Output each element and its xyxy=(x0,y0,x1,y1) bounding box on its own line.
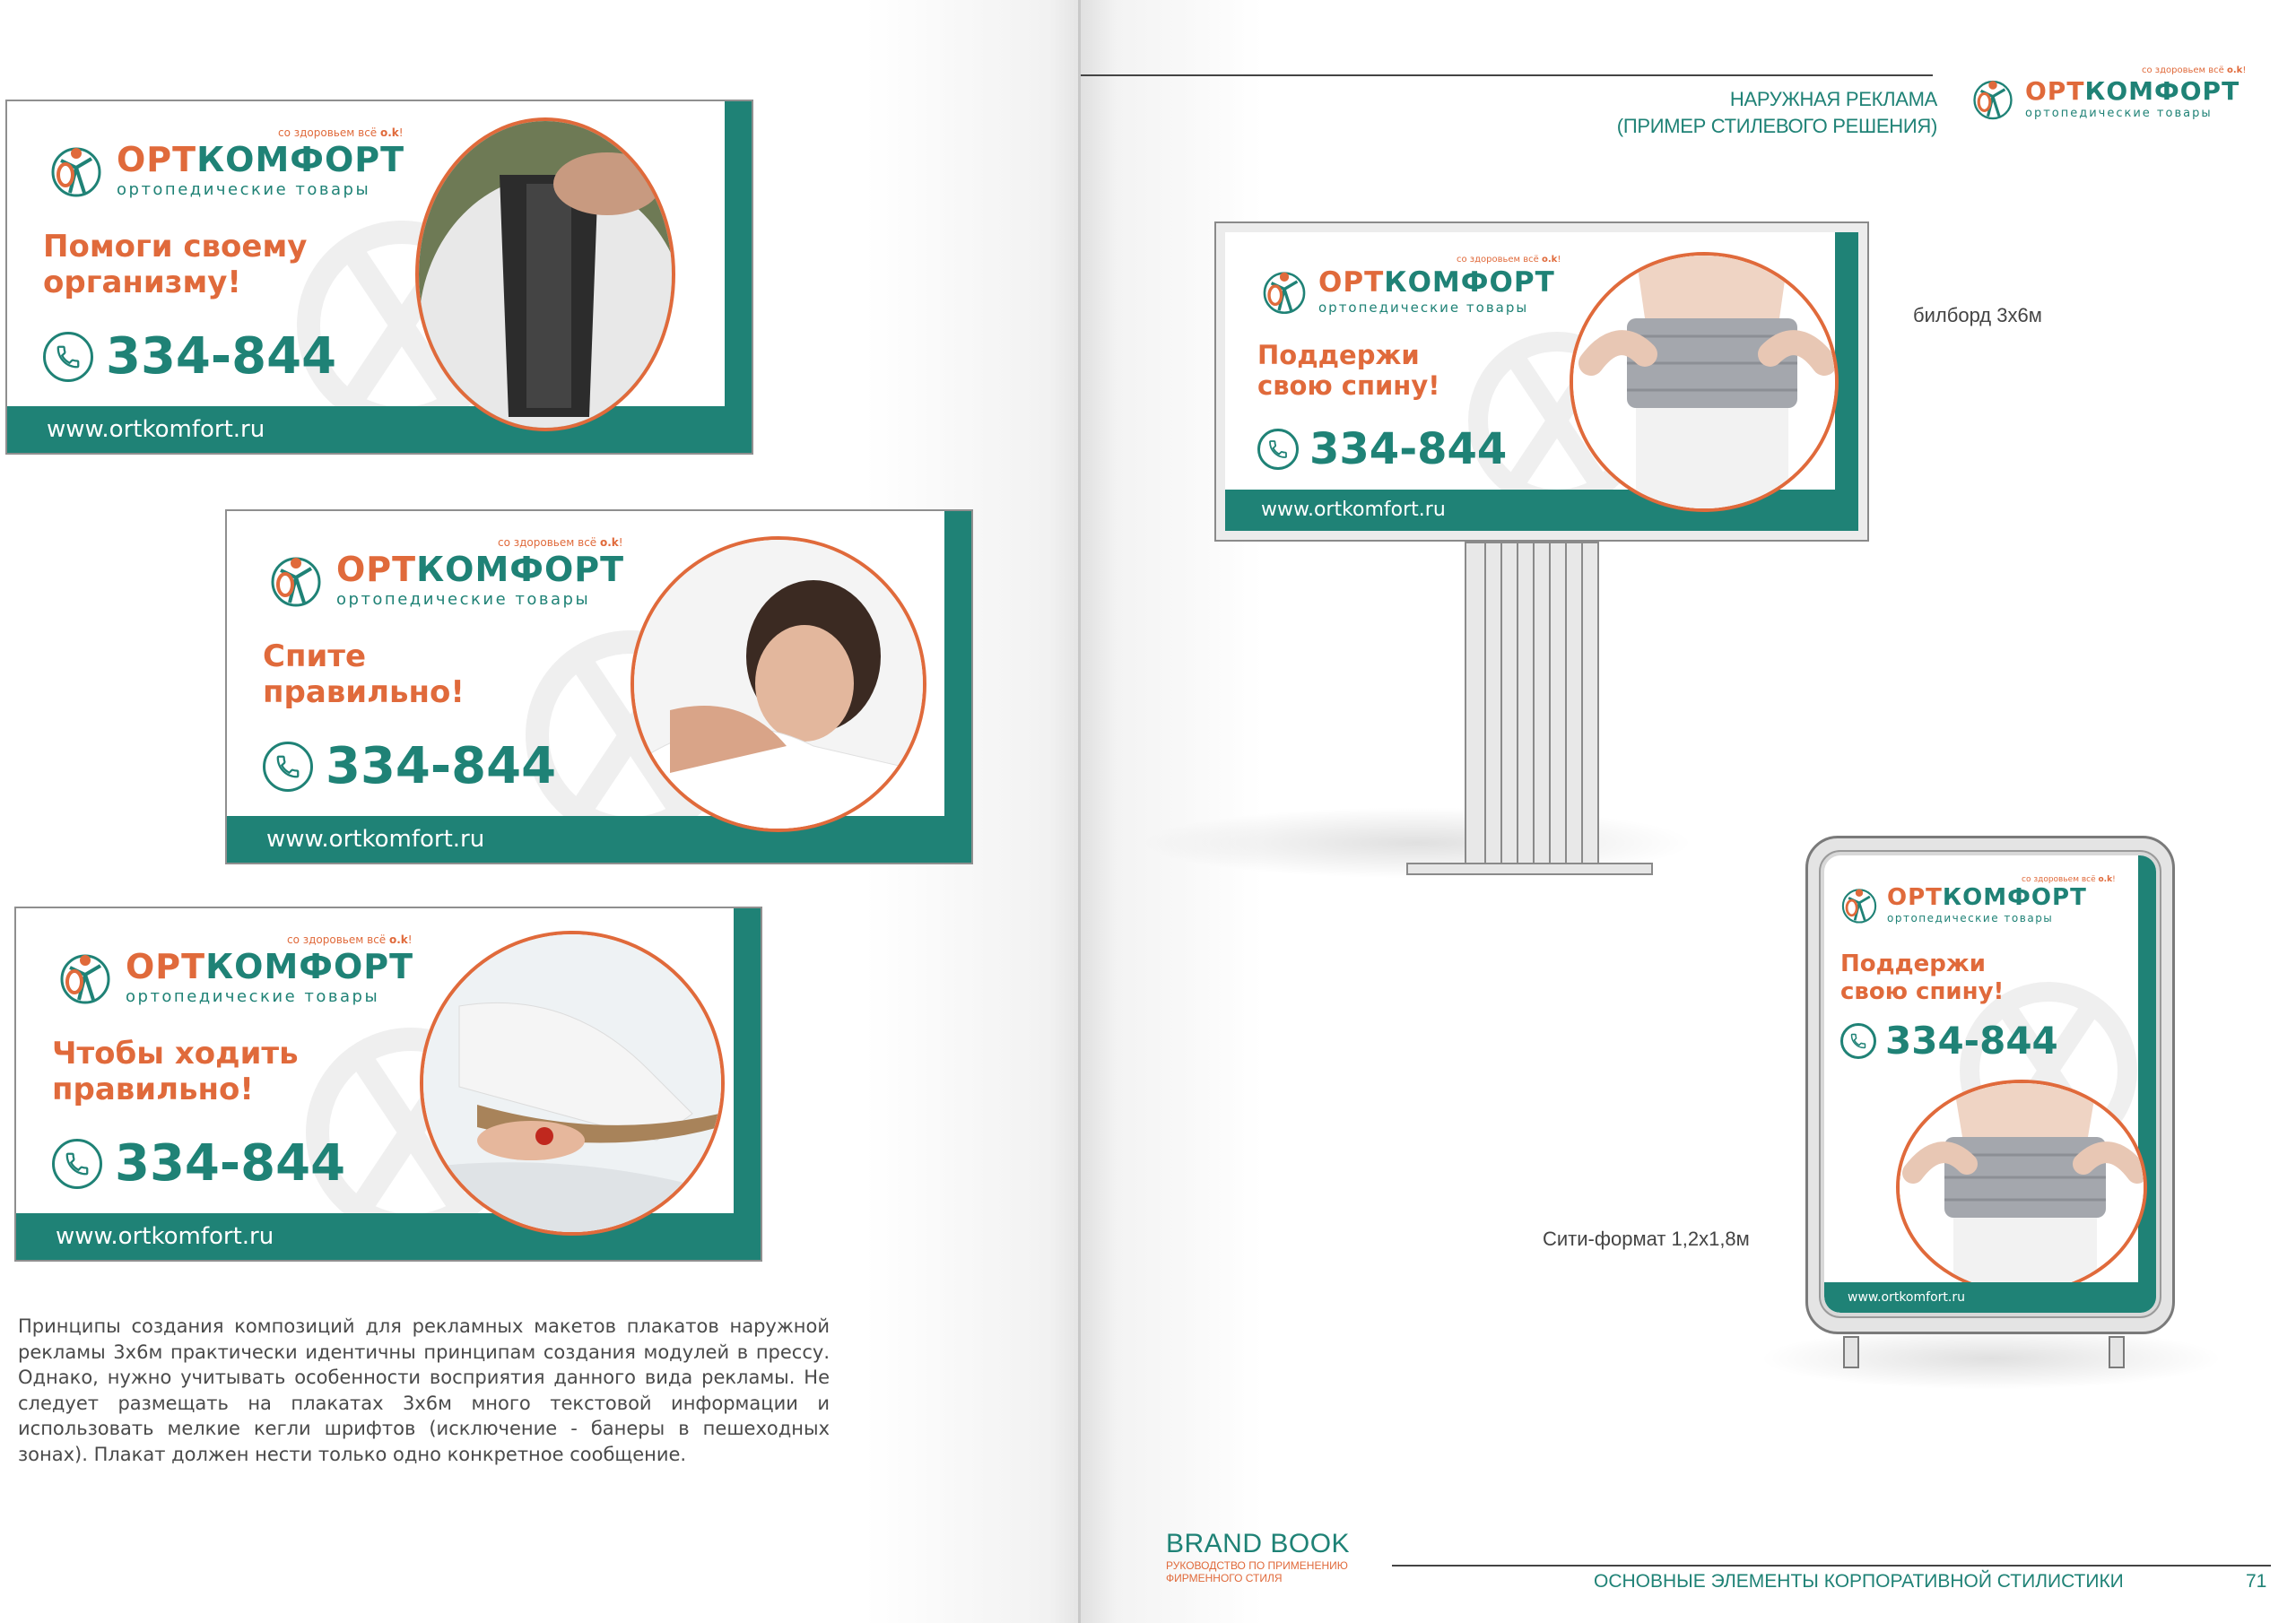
banner-phone xyxy=(52,1134,345,1193)
slogan-line: Помоги своему xyxy=(43,229,308,265)
banner-photo-back-brace xyxy=(1896,1080,2147,1295)
tagline-text: со здоровьем всё xyxy=(278,126,380,139)
billboard-pole xyxy=(1465,542,1599,864)
brand-name-orange: ОРТ xyxy=(126,947,206,986)
logo-mark-icon xyxy=(56,948,115,1007)
section-header xyxy=(1617,86,1937,140)
phone-number: 334-844 xyxy=(1309,424,1508,474)
brand-subtitle: ортопедические товары xyxy=(1887,912,2054,924)
page-fold xyxy=(1078,0,1081,1623)
logo-mark-icon xyxy=(1259,266,1309,317)
phone-number: 334-844 xyxy=(326,737,557,795)
banner-photo-insole xyxy=(420,931,725,1236)
brand-logo xyxy=(56,948,413,1007)
banner-bottom-bar xyxy=(1824,1282,2156,1313)
brand-name-orange: ОРТ xyxy=(2025,75,2085,106)
slogan-line: Поддержи xyxy=(1257,340,1420,370)
slogan-line: правильно! xyxy=(263,674,465,711)
tagline-end: ! xyxy=(407,933,413,946)
logo-mark-icon xyxy=(1839,884,1880,925)
slogan-line: правильно! xyxy=(52,1072,254,1108)
website-url: www.ortkomfort.ru xyxy=(1261,499,1446,521)
brand-tagline xyxy=(2142,65,2246,75)
website-url: www.ortkomfort.ru xyxy=(1848,1290,1965,1305)
banner-bottom-bar xyxy=(227,816,971,863)
phone-number: 334-844 xyxy=(106,327,337,386)
city-caption: Сити-формат 1,2х1,8м xyxy=(1543,1228,1750,1250)
banner-bottom-bar xyxy=(16,1213,761,1260)
slogan-line: Чтобы ходить xyxy=(52,1036,299,1072)
posture-photo-icon xyxy=(419,121,675,431)
billboard-caption: билборд 3х6м xyxy=(1913,304,2042,326)
brand-name-orange: ОРТ xyxy=(1887,884,1943,911)
header-line-2: (ПРИМЕР СТИЛЕВОГО РЕШЕНИЯ) xyxy=(1616,115,1937,137)
back-brace-photo-icon xyxy=(1573,256,1839,512)
brand-name-teal: КОМФОРТ xyxy=(205,947,414,986)
phone-icon xyxy=(1840,1023,1876,1059)
city-leg-left xyxy=(1843,1336,1859,1368)
website-url: www.ortkomfort.ru xyxy=(56,1223,274,1250)
banner-stripe xyxy=(734,908,761,1260)
tagline-end: ! xyxy=(1557,255,1561,265)
tagline-end: ! xyxy=(618,536,623,549)
banner-slogan xyxy=(1257,340,1439,401)
banner-3 xyxy=(16,908,761,1260)
brand-subtitle: ортопедические товары xyxy=(126,987,380,1006)
brand-book-mark xyxy=(1166,1529,1350,1584)
banner-2 xyxy=(227,511,971,863)
city-shadow xyxy=(1758,1327,2224,1390)
tagline-end: ! xyxy=(2112,875,2116,884)
brand-name-teal: КОМФОРТ xyxy=(2084,75,2240,106)
banner-phone xyxy=(263,737,556,795)
banner-stripe xyxy=(725,101,752,453)
brand-name-orange: ОРТ xyxy=(1318,265,1385,299)
brand-logo xyxy=(47,141,404,200)
phone-number: 334-844 xyxy=(1885,1019,2058,1063)
brand-book-title: BRAND BOOK xyxy=(1166,1529,1351,1558)
logo-mark-icon xyxy=(47,141,106,200)
brand-tagline xyxy=(1457,255,1561,265)
tagline-text: со здоровьем всё xyxy=(498,536,600,549)
brand-tagline xyxy=(278,126,404,139)
slogan-line: Поддержи xyxy=(1840,950,1986,977)
city-leg-right xyxy=(2109,1336,2125,1368)
tagline-ok: o.k xyxy=(2227,65,2243,75)
footer-rule xyxy=(1392,1565,2271,1567)
brand-book-subtitle-2: ФИРМЕННОГО СТИЛЯ xyxy=(1166,1572,1283,1584)
brand-logo xyxy=(266,551,624,610)
back-brace-photo-icon xyxy=(1900,1083,2147,1295)
banner-stripe xyxy=(944,511,971,863)
tagline-ok: o.k xyxy=(2098,875,2113,884)
phone-icon xyxy=(43,332,93,382)
brand-name-teal: КОМФОРТ xyxy=(416,550,625,589)
body-text: Принципы создания композиций для рекламных макетов плакатов наружной рекламы 3х6м практически идентичны принципам создания модулей в прессу. Однако, нужно учитывать особенности восприятия данного вида рекламы. Не следует размещать на плакатах 3х6м много текстовой информации и использовать мелкие кегли шрифтов (исключение - банеры в пешеходных зонах). Плакат должен нести только одно конкретное сообщение. xyxy=(18,1315,830,1465)
banner-1 xyxy=(7,101,752,453)
slogan-line: Спите xyxy=(263,638,367,674)
tagline-end: ! xyxy=(2242,65,2247,75)
slogan-line: организму! xyxy=(43,265,241,301)
brand-subtitle: ортопедические товары xyxy=(117,180,371,199)
website-url: www.ortkomfort.ru xyxy=(47,416,265,443)
tagline-ok: o.k xyxy=(600,536,619,549)
insole-photo-icon xyxy=(423,934,725,1236)
tagline-text: со здоровьем всё xyxy=(2022,875,2099,884)
brand-logo xyxy=(1839,884,2087,925)
banner-phone xyxy=(43,327,336,386)
page-number: 71 xyxy=(2246,1571,2267,1592)
phone-icon xyxy=(1257,429,1299,470)
billboard-poster xyxy=(1225,232,1858,531)
banner-slogan xyxy=(263,638,465,710)
phone-icon xyxy=(52,1139,102,1189)
brand-name-teal: КОМФОРТ xyxy=(1942,884,2087,911)
brand-subtitle: ортопедические товары xyxy=(336,590,591,609)
banner-slogan xyxy=(43,229,307,300)
brand-tagline xyxy=(2022,875,2116,884)
banner-bottom-bar xyxy=(7,406,752,453)
tagline-ok: o.k xyxy=(389,933,408,946)
slogan-line: свою спину! xyxy=(1840,977,2005,1005)
banner-photo-pillow xyxy=(631,536,926,832)
banner-slogan xyxy=(1840,950,2004,1005)
tagline-text: со здоровьем всё xyxy=(2142,65,2227,75)
phone-icon xyxy=(263,742,313,792)
tagline-text: со здоровьем всё xyxy=(1457,255,1542,265)
brand-subtitle: ортопедические товары xyxy=(2025,106,2213,120)
banner-phone xyxy=(1840,1019,2058,1063)
tagline-text: со здоровьем всё xyxy=(287,933,389,946)
brand-name-teal: КОМФОРТ xyxy=(1384,265,1555,299)
header-logo xyxy=(1970,75,2239,122)
brand-tagline xyxy=(498,536,623,549)
slogan-line: свою спину! xyxy=(1257,370,1440,402)
tagline-ok: o.k xyxy=(1542,255,1558,265)
banner-slogan xyxy=(52,1036,299,1107)
header-line-1: НАРУЖНАЯ РЕКЛАМА xyxy=(1729,88,1937,110)
footer-section-title: ОСНОВНЫЕ ЭЛЕМЕНТЫ КОРПОРАТИВНОЙ СТИЛИСТИКИ xyxy=(1594,1571,2124,1592)
tagline-ok: o.k xyxy=(380,126,399,139)
tagline-end: ! xyxy=(398,126,404,139)
brand-name-orange: ОРТ xyxy=(336,550,417,589)
brand-tagline xyxy=(287,933,413,946)
logo-mark-icon xyxy=(266,551,326,610)
banner-phone xyxy=(1257,424,1507,474)
logo-mark-icon xyxy=(1970,75,2016,122)
brand-logo xyxy=(1259,266,1555,317)
billboard-base xyxy=(1406,863,1653,875)
brand-name-orange: ОРТ xyxy=(117,140,197,179)
brand-book-subtitle-1: РУКОВОДСТВО ПО ПРИМЕНЕНИЮ xyxy=(1166,1559,1348,1572)
banner-photo-posture-corrector xyxy=(415,117,675,431)
brand-name-teal: КОМФОРТ xyxy=(196,140,405,179)
website-url: www.ortkomfort.ru xyxy=(266,826,485,853)
banner-photo-back-brace xyxy=(1570,252,1839,512)
phone-number: 334-844 xyxy=(115,1134,346,1193)
city-poster xyxy=(1824,855,2156,1313)
sleeping-woman-photo-icon xyxy=(634,540,926,832)
brand-subtitle: ортопедические товары xyxy=(1318,299,1529,316)
header-rule xyxy=(1081,74,1933,76)
